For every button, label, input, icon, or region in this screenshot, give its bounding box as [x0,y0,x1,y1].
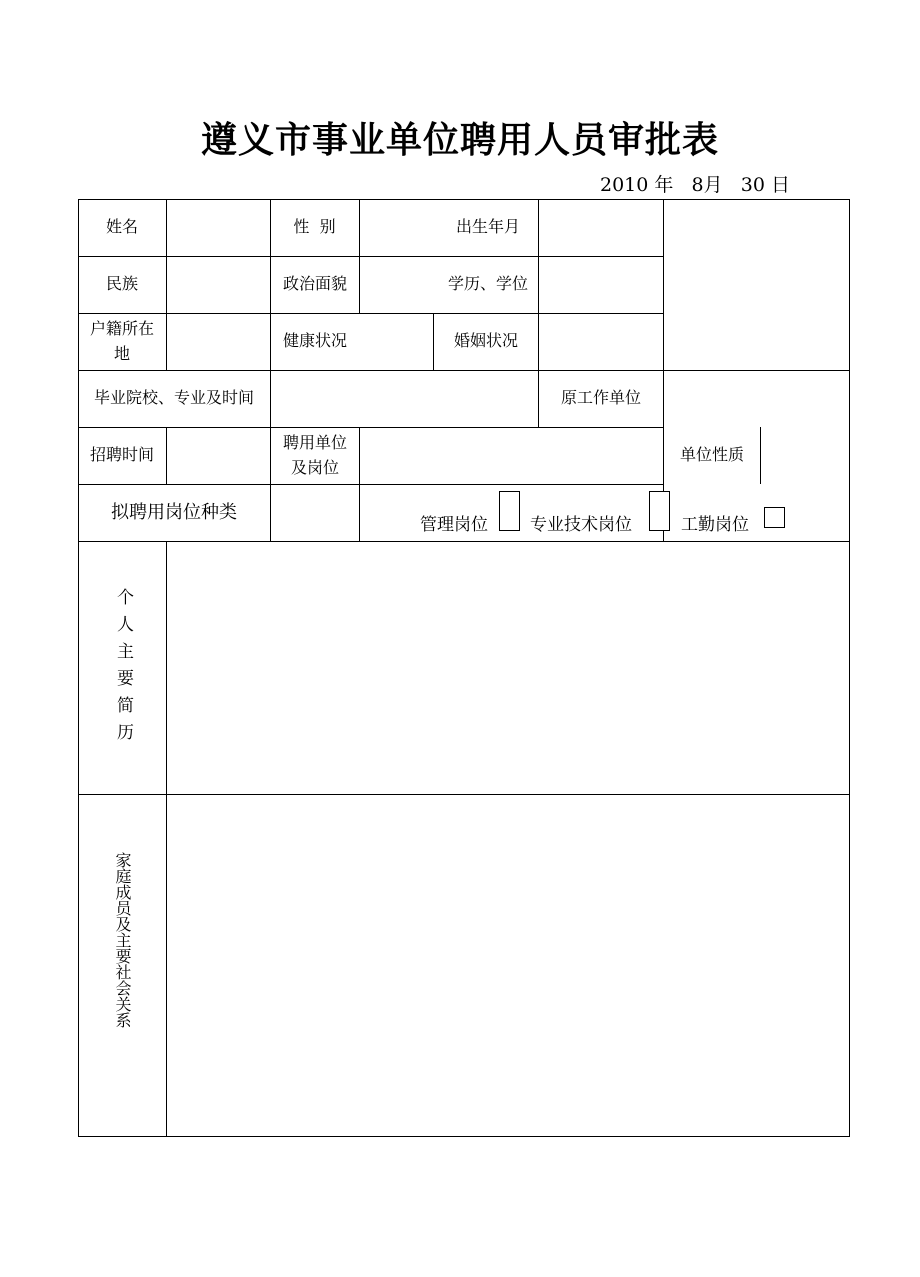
label-name: 姓名 [105,217,138,237]
label-hire-time: 招聘时间 [89,445,154,465]
checkbox-post-mgmt[interactable] [499,491,520,531]
label-birth: 出生年月 [455,217,520,237]
label-post-tech: 专业技术岗位 [530,515,632,535]
field-name[interactable] [167,199,270,256]
form-date: 2010 年 8月 30 日 [600,174,791,196]
form-title: 遵义市事业单位聘用人员审批表 [200,119,719,161]
label-politics: 政治面貌 [282,274,347,294]
label-resume: 个人主要简历 [113,588,133,750]
label-unit-nature: 单位性质 [679,445,744,465]
field-marriage[interactable] [539,313,663,370]
label-hukou: 户籍所在 地 [89,318,154,363]
label-hire-unit: 聘用单位 及岗位 [282,432,347,477]
label-post-labor: 工勤岗位 [681,515,749,535]
label-gender: 性 别 [293,217,336,237]
field-orig-unit[interactable] [664,370,849,427]
field-hukou[interactable] [167,313,270,370]
label-orig-unit: 原工作单位 [560,388,641,408]
field-school[interactable] [271,370,538,427]
label-post-mgmt: 管理岗位 [420,515,488,535]
field-family[interactable] [167,795,849,1136]
label-health: 健康状况 [282,331,347,351]
field-hire-time[interactable] [167,427,270,484]
field-post-type[interactable] [271,484,359,541]
field-resume[interactable] [167,542,849,794]
label-education: 学历、学位 [447,274,528,294]
checkbox-post-labor[interactable] [764,507,785,528]
label-post-type: 拟聘用岗位种类 [111,501,237,523]
label-marriage: 婚姻状况 [453,331,518,351]
label-ethnicity: 民族 [105,274,138,294]
photo-area [664,199,849,370]
label-family: 家庭成员及主要社会关系 [113,852,132,1028]
field-health[interactable] [360,313,433,370]
label-school: 毕业院校、专业及时间 [93,388,254,408]
checkbox-post-tech[interactable] [649,491,670,531]
field-ethnicity[interactable] [167,256,270,313]
field-unit-nature[interactable] [761,427,849,484]
field-hire-unit[interactable] [360,427,663,484]
field-education[interactable] [539,256,663,313]
field-birth[interactable] [539,199,663,256]
